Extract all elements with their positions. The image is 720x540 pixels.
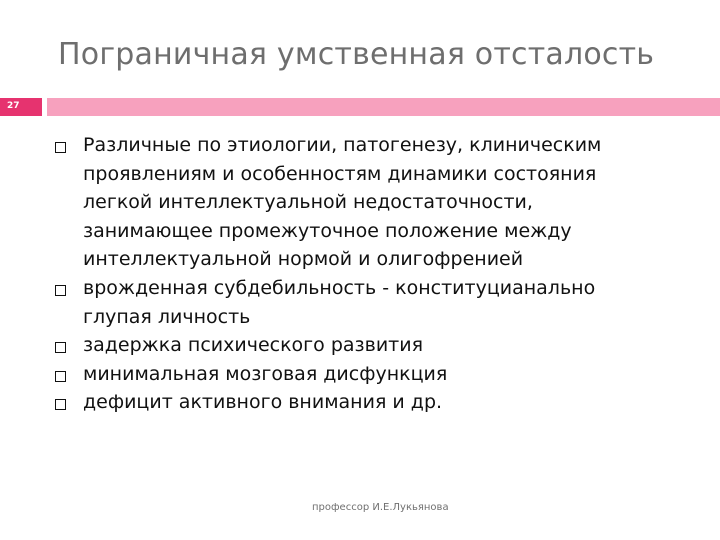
- bullet-line: задержка психического развития: [83, 334, 424, 357]
- bullet-item: [52, 360, 692, 389]
- bullet-line: интеллектуальной нормой и олигофренией: [83, 248, 524, 271]
- square-bullet-icon: [55, 342, 66, 353]
- slide-title: Пограничная умственная отсталость: [58, 37, 655, 72]
- slide-number: 27: [7, 101, 20, 111]
- square-bullet-icon: [55, 142, 66, 153]
- square-bullet-icon: [55, 371, 66, 382]
- bullet-line: занимающее промежуточное положение между: [83, 219, 572, 242]
- bullet-line: минимальная мозговая дисфункция: [83, 362, 448, 385]
- square-bullet-icon: [55, 399, 66, 410]
- bullet-item: [52, 274, 692, 331]
- square-bullet-icon: [55, 285, 66, 296]
- slide-footer: профессор И.Е.Лукьянова: [312, 502, 449, 513]
- bullet-item: [52, 388, 692, 417]
- bullet-item: [52, 331, 692, 360]
- bullet-line: дефицит активного внимания и др.: [83, 391, 443, 414]
- bullet-line: врожденная субдебильность - конституцианально: [83, 276, 596, 299]
- bullet-line: Различные по этиологии, патогенезу, клиническим: [83, 134, 602, 156]
- bullet-line: проявлениям и особенностям динамики состояния: [83, 162, 597, 185]
- bullet-line: легкой интеллектуальной недостаточности,: [83, 191, 533, 214]
- bullet-item: [52, 131, 692, 274]
- accent-bar-right: [47, 98, 720, 116]
- bullet-list: [52, 131, 692, 417]
- bullet-line: глупая личность: [83, 305, 251, 328]
